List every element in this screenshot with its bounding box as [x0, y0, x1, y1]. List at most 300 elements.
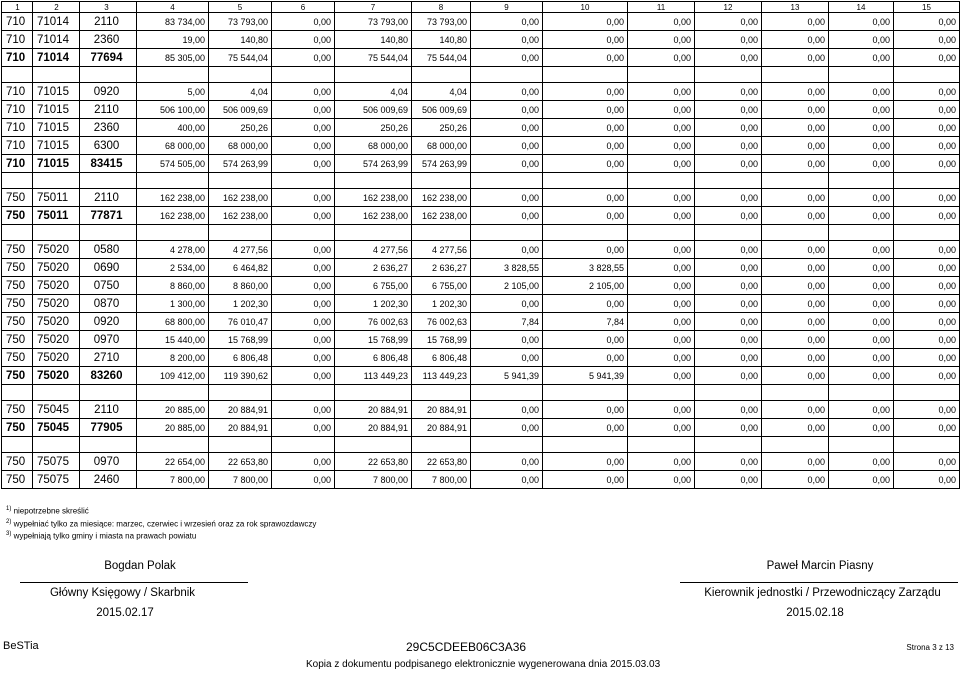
cell-col-4: 8 860,00 [137, 277, 209, 295]
separator-cell [695, 385, 762, 401]
separator-cell [272, 437, 335, 453]
cell-col-14: 0,00 [829, 31, 894, 49]
cell-col-4: 19,00 [137, 31, 209, 49]
separator-cell [33, 437, 80, 453]
cell-col-6: 0,00 [272, 119, 335, 137]
cell-col-6: 0,00 [272, 189, 335, 207]
cell-col-9: 0,00 [471, 471, 543, 489]
cell-col-4: 162 238,00 [137, 207, 209, 225]
cell-col-7: 75 544,04 [335, 49, 412, 67]
cell-col-9: 0,00 [471, 49, 543, 67]
cell-col-15: 0,00 [894, 259, 960, 277]
cell-col-5: 7 800,00 [209, 471, 272, 489]
cell-col-1: 750 [2, 401, 33, 419]
cell-col-8: 506 009,69 [412, 101, 471, 119]
cell-col-9: 0,00 [471, 241, 543, 259]
cell-col-4: 15 440,00 [137, 331, 209, 349]
cell-col-1: 710 [2, 31, 33, 49]
cell-col-14: 0,00 [829, 401, 894, 419]
cell-col-7: 140,80 [335, 31, 412, 49]
cell-col-13: 0,00 [762, 83, 829, 101]
cell-col-14: 0,00 [829, 101, 894, 119]
separator-cell [762, 67, 829, 83]
cell-col-6: 0,00 [272, 101, 335, 119]
cell-col-6: 0,00 [272, 31, 335, 49]
separator-cell [628, 437, 695, 453]
cell-col-2: 75020 [33, 259, 80, 277]
cell-col-13: 0,00 [762, 49, 829, 67]
cell-col-11: 0,00 [628, 349, 695, 367]
cell-col-4: 68 000,00 [137, 137, 209, 155]
cell-col-1: 750 [2, 453, 33, 471]
cell-col-9: 9 [471, 2, 543, 13]
separator-cell [137, 67, 209, 83]
cell-col-1: 750 [2, 419, 33, 437]
cell-col-10: 0,00 [543, 207, 628, 225]
cell-col-5: 506 009,69 [209, 101, 272, 119]
cell-col-3: 77871 [80, 207, 137, 225]
cell-col-7: 68 000,00 [335, 137, 412, 155]
cell-col-5: 20 884,91 [209, 419, 272, 437]
cell-col-5: 22 653,80 [209, 453, 272, 471]
footnote [6, 529, 316, 542]
cell-col-5: 75 544,04 [209, 49, 272, 67]
cell-col-9: 7,84 [471, 313, 543, 331]
cell-col-6: 0,00 [272, 401, 335, 419]
cell-col-11: 0,00 [628, 295, 695, 313]
cell-col-13: 0,00 [762, 207, 829, 225]
subtotal-row [2, 419, 960, 437]
left-signature-line [20, 582, 248, 583]
cell-col-8: 2 636,27 [412, 259, 471, 277]
cell-col-1: 750 [2, 313, 33, 331]
cell-col-15: 0,00 [894, 277, 960, 295]
cell-col-6: 0,00 [272, 83, 335, 101]
footnote-mark: 1) [6, 506, 12, 512]
report-table-body [2, 2, 960, 489]
cell-col-6: 0,00 [272, 137, 335, 155]
cell-col-7: 2 636,27 [335, 259, 412, 277]
separator-cell [695, 225, 762, 241]
cell-col-10: 5 941,39 [543, 367, 628, 385]
cell-col-8: 76 002,63 [412, 313, 471, 331]
cell-col-8: 250,26 [412, 119, 471, 137]
cell-col-3: 2460 [80, 471, 137, 489]
cell-col-14: 0,00 [829, 155, 894, 173]
cell-col-6: 0,00 [272, 241, 335, 259]
cell-col-1: 710 [2, 137, 33, 155]
document-code: 29C5CDEEB06C3A36 [406, 640, 527, 654]
separator-cell [543, 385, 628, 401]
cell-col-9: 0,00 [471, 207, 543, 225]
cell-col-14: 0,00 [829, 331, 894, 349]
separator-cell [80, 437, 137, 453]
cell-col-13: 0,00 [762, 295, 829, 313]
right-signer-name: Paweł Marcin Piasny [766, 560, 874, 572]
cell-col-11: 11 [628, 2, 695, 13]
cell-col-10: 0,00 [543, 31, 628, 49]
cell-col-3: 3 [80, 2, 137, 13]
separator-cell [412, 173, 471, 189]
cell-col-9: 0,00 [471, 83, 543, 101]
cell-col-3: 0870 [80, 295, 137, 313]
cell-col-15: 0,00 [894, 419, 960, 437]
separator-cell [272, 173, 335, 189]
cell-col-14: 0,00 [829, 295, 894, 313]
cell-col-12: 0,00 [695, 349, 762, 367]
cell-col-5: 119 390,62 [209, 367, 272, 385]
cell-col-12: 0,00 [695, 295, 762, 313]
cell-col-13: 0,00 [762, 155, 829, 173]
cell-col-4: 20 885,00 [137, 401, 209, 419]
cell-col-2: 75011 [33, 189, 80, 207]
table-row [2, 13, 960, 31]
separator-cell [335, 385, 412, 401]
cell-col-14: 0,00 [829, 189, 894, 207]
cell-col-15: 0,00 [894, 401, 960, 419]
cell-col-11: 0,00 [628, 259, 695, 277]
cell-col-5: 76 010,47 [209, 313, 272, 331]
cell-col-10: 7,84 [543, 313, 628, 331]
cell-col-14: 0,00 [829, 241, 894, 259]
cell-col-1: 750 [2, 241, 33, 259]
cell-col-15: 0,00 [894, 471, 960, 489]
separator-cell [695, 67, 762, 83]
cell-col-10: 0,00 [543, 119, 628, 137]
subtotal-row [2, 367, 960, 385]
separator-cell [412, 67, 471, 83]
cell-col-4: 4 278,00 [137, 241, 209, 259]
cell-col-11: 0,00 [628, 313, 695, 331]
cell-col-9: 0,00 [471, 137, 543, 155]
cell-col-10: 0,00 [543, 101, 628, 119]
cell-col-15: 0,00 [894, 49, 960, 67]
separator-cell [335, 173, 412, 189]
cell-col-2: 75020 [33, 313, 80, 331]
cell-col-10: 0,00 [543, 295, 628, 313]
cell-col-10: 3 828,55 [543, 259, 628, 277]
separator-cell [762, 385, 829, 401]
cell-col-12: 0,00 [695, 471, 762, 489]
cell-col-2: 71014 [33, 49, 80, 67]
separator-row [2, 67, 960, 83]
cell-col-14: 0,00 [829, 277, 894, 295]
footnote-mark: 2) [6, 518, 12, 525]
table-row [2, 295, 960, 313]
cell-col-10: 0,00 [543, 419, 628, 437]
cell-col-11: 0,00 [628, 471, 695, 489]
cell-col-2: 71015 [33, 119, 80, 137]
cell-col-6: 0,00 [272, 453, 335, 471]
cell-col-5: 574 263,99 [209, 155, 272, 173]
cell-col-14: 0,00 [829, 419, 894, 437]
cell-col-2: 71014 [33, 31, 80, 49]
cell-col-8: 7 800,00 [412, 471, 471, 489]
cell-col-9: 0,00 [471, 331, 543, 349]
separator-cell [762, 225, 829, 241]
cell-col-5: 6 464,82 [209, 259, 272, 277]
cell-col-2: 71014 [33, 13, 80, 31]
cell-col-8: 15 768,99 [412, 331, 471, 349]
cell-col-13: 0,00 [762, 277, 829, 295]
separator-cell [628, 67, 695, 83]
cell-col-1: 750 [2, 349, 33, 367]
separator-cell [628, 385, 695, 401]
cell-col-4: 20 885,00 [137, 419, 209, 437]
cell-col-4: 162 238,00 [137, 189, 209, 207]
cell-col-3: 83260 [80, 367, 137, 385]
cell-col-11: 0,00 [628, 367, 695, 385]
table-row [2, 331, 960, 349]
cell-col-15: 0,00 [894, 31, 960, 49]
cell-col-12: 0,00 [695, 189, 762, 207]
cell-col-2: 75020 [33, 295, 80, 313]
copy-note: Kopia z dokumentu podpisanego elektronicznie wygenerowana dnia 2015.03.03 [306, 659, 661, 670]
cell-col-1: 1 [2, 2, 33, 13]
cell-col-3: 2360 [80, 31, 137, 49]
cell-col-11: 0,00 [628, 119, 695, 137]
cell-col-15: 0,00 [894, 137, 960, 155]
cell-col-2: 75020 [33, 241, 80, 259]
cell-col-2: 75075 [33, 453, 80, 471]
cell-col-8: 140,80 [412, 31, 471, 49]
cell-col-5: 8 860,00 [209, 277, 272, 295]
cell-col-3: 77905 [80, 419, 137, 437]
cell-col-4: 85 305,00 [137, 49, 209, 67]
cell-col-5: 162 238,00 [209, 189, 272, 207]
separator-cell [412, 225, 471, 241]
cell-col-4: 109 412,00 [137, 367, 209, 385]
cell-col-14: 0,00 [829, 207, 894, 225]
cell-col-6: 6 [272, 2, 335, 13]
cell-col-6: 0,00 [272, 471, 335, 489]
cell-col-8: 162 238,00 [412, 189, 471, 207]
cell-col-12: 0,00 [695, 13, 762, 31]
cell-col-8: 68 000,00 [412, 137, 471, 155]
table-row [2, 189, 960, 207]
cell-col-10: 0,00 [543, 453, 628, 471]
separator-row [2, 437, 960, 453]
cell-col-2: 71015 [33, 137, 80, 155]
cell-col-2: 75020 [33, 331, 80, 349]
cell-col-8: 22 653,80 [412, 453, 471, 471]
separator-cell [335, 67, 412, 83]
separator-cell [894, 385, 960, 401]
cell-col-10: 0,00 [543, 189, 628, 207]
separator-cell [471, 385, 543, 401]
table-row [2, 349, 960, 367]
cell-col-15: 0,00 [894, 207, 960, 225]
cell-col-8: 162 238,00 [412, 207, 471, 225]
cell-col-3: 0580 [80, 241, 137, 259]
cell-col-6: 0,00 [272, 367, 335, 385]
separator-cell [471, 67, 543, 83]
separator-cell [543, 67, 628, 83]
cell-col-11: 0,00 [628, 155, 695, 173]
cell-col-12: 0,00 [695, 401, 762, 419]
cell-col-1: 750 [2, 471, 33, 489]
table-row [2, 31, 960, 49]
cell-col-6: 0,00 [272, 331, 335, 349]
cell-col-7: 76 002,63 [335, 313, 412, 331]
separator-cell [80, 385, 137, 401]
cell-col-13: 0,00 [762, 241, 829, 259]
cell-col-2: 75020 [33, 349, 80, 367]
footnotes [6, 504, 316, 542]
cell-col-15: 0,00 [894, 155, 960, 173]
app-name: BeSTia [3, 640, 39, 652]
subtotal-row [2, 49, 960, 67]
cell-col-9: 0,00 [471, 155, 543, 173]
separator-cell [471, 173, 543, 189]
cell-col-7: 73 793,00 [335, 13, 412, 31]
cell-col-12: 0,00 [695, 259, 762, 277]
cell-col-4: 2 534,00 [137, 259, 209, 277]
cell-col-12: 0,00 [695, 155, 762, 173]
cell-col-3: 83415 [80, 155, 137, 173]
cell-col-14: 0,00 [829, 119, 894, 137]
cell-col-9: 0,00 [471, 13, 543, 31]
cell-col-11: 0,00 [628, 31, 695, 49]
cell-col-10: 2 105,00 [543, 277, 628, 295]
cell-col-13: 0,00 [762, 349, 829, 367]
left-signer-name: Bogdan Polak [104, 560, 176, 572]
cell-col-10: 0,00 [543, 331, 628, 349]
cell-col-6: 0,00 [272, 313, 335, 331]
cell-col-13: 13 [762, 2, 829, 13]
cell-col-6: 0,00 [272, 259, 335, 277]
cell-col-13: 0,00 [762, 189, 829, 207]
cell-col-10: 0,00 [543, 471, 628, 489]
cell-col-3: 0970 [80, 331, 137, 349]
cell-col-1: 750 [2, 207, 33, 225]
cell-col-8: 73 793,00 [412, 13, 471, 31]
cell-col-12: 0,00 [695, 313, 762, 331]
cell-col-1: 710 [2, 101, 33, 119]
cell-col-13: 0,00 [762, 401, 829, 419]
cell-col-7: 162 238,00 [335, 189, 412, 207]
cell-col-2: 75075 [33, 471, 80, 489]
separator-cell [33, 67, 80, 83]
cell-col-12: 12 [695, 2, 762, 13]
cell-col-15: 0,00 [894, 331, 960, 349]
cell-col-9: 5 941,39 [471, 367, 543, 385]
separator-cell [272, 67, 335, 83]
separator-cell [137, 437, 209, 453]
cell-col-6: 0,00 [272, 13, 335, 31]
separator-cell [543, 173, 628, 189]
cell-col-1: 750 [2, 295, 33, 313]
cell-col-3: 6300 [80, 137, 137, 155]
separator-row [2, 173, 960, 189]
cell-col-3: 2110 [80, 101, 137, 119]
table-row [2, 313, 960, 331]
cell-col-7: 574 263,99 [335, 155, 412, 173]
cell-col-3: 2710 [80, 349, 137, 367]
cell-col-11: 0,00 [628, 331, 695, 349]
cell-col-6: 0,00 [272, 207, 335, 225]
cell-col-7: 4 277,56 [335, 241, 412, 259]
separator-cell [412, 385, 471, 401]
separator-cell [137, 225, 209, 241]
separator-cell [33, 385, 80, 401]
separator-cell [2, 385, 33, 401]
cell-col-11: 0,00 [628, 83, 695, 101]
cell-col-5: 68 000,00 [209, 137, 272, 155]
cell-col-7: 506 009,69 [335, 101, 412, 119]
cell-col-9: 0,00 [471, 401, 543, 419]
cell-col-12: 0,00 [695, 49, 762, 67]
cell-col-11: 0,00 [628, 277, 695, 295]
table-row [2, 277, 960, 295]
left-sign-date: 2015.02.17 [96, 607, 154, 619]
cell-col-8: 4,04 [412, 83, 471, 101]
cell-col-13: 0,00 [762, 419, 829, 437]
cell-col-5: 1 202,30 [209, 295, 272, 313]
table-row [2, 137, 960, 155]
table-row [2, 119, 960, 137]
cell-col-14: 14 [829, 2, 894, 13]
cell-col-1: 750 [2, 277, 33, 295]
separator-cell [829, 225, 894, 241]
cell-col-2: 75045 [33, 419, 80, 437]
separator-cell [543, 437, 628, 453]
cell-col-11: 0,00 [628, 189, 695, 207]
cell-col-11: 0,00 [628, 419, 695, 437]
cell-col-15: 0,00 [894, 349, 960, 367]
cell-col-9: 2 105,00 [471, 277, 543, 295]
separator-cell [2, 225, 33, 241]
cell-col-11: 0,00 [628, 13, 695, 31]
separator-cell [829, 173, 894, 189]
cell-col-15: 15 [894, 2, 960, 13]
cell-col-5: 5 [209, 2, 272, 13]
cell-col-10: 10 [543, 2, 628, 13]
cell-col-3: 2110 [80, 189, 137, 207]
cell-col-7: 250,26 [335, 119, 412, 137]
cell-col-6: 0,00 [272, 49, 335, 67]
cell-col-10: 0,00 [543, 155, 628, 173]
cell-col-13: 0,00 [762, 367, 829, 385]
cell-col-7: 162 238,00 [335, 207, 412, 225]
cell-col-12: 0,00 [695, 367, 762, 385]
cell-col-14: 0,00 [829, 259, 894, 277]
cell-col-8: 6 806,48 [412, 349, 471, 367]
cell-col-5: 20 884,91 [209, 401, 272, 419]
separator-cell [894, 437, 960, 453]
right-signature-line [680, 582, 958, 583]
table-row [2, 401, 960, 419]
cell-col-12: 0,00 [695, 453, 762, 471]
cell-col-15: 0,00 [894, 119, 960, 137]
cell-col-8: 574 263,99 [412, 155, 471, 173]
separator-cell [628, 173, 695, 189]
cell-col-9: 0,00 [471, 453, 543, 471]
separator-cell [209, 225, 272, 241]
cell-col-14: 0,00 [829, 83, 894, 101]
cell-col-10: 0,00 [543, 241, 628, 259]
table-row [2, 471, 960, 489]
column-number-row [2, 2, 960, 13]
separator-cell [80, 67, 137, 83]
cell-col-3: 0750 [80, 277, 137, 295]
cell-col-1: 750 [2, 189, 33, 207]
separator-cell [762, 173, 829, 189]
cell-col-13: 0,00 [762, 331, 829, 349]
table-row [2, 83, 960, 101]
subtotal-row [2, 155, 960, 173]
cell-col-12: 0,00 [695, 31, 762, 49]
